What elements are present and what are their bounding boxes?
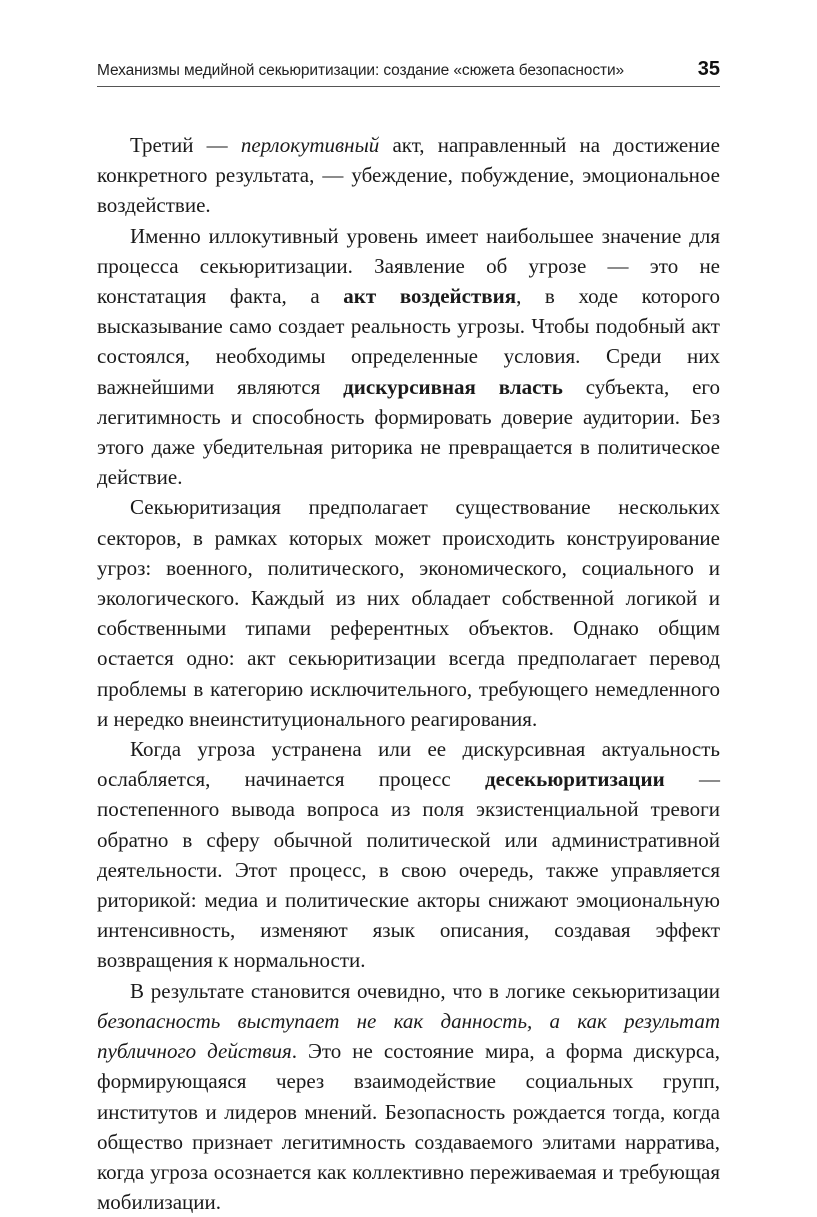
paragraph-2 (97, 221, 720, 493)
text-run: Когда угроза устранена или ее дискурсивная актуальность ослабляется, начинается процесс (97, 737, 720, 792)
paragraph-3 (97, 492, 720, 734)
text-run: Третий — (130, 133, 241, 157)
text-run: субъекта, его легитимность и способность формировать доверие аудитории. Без этого даже убедительная риторика не превращается в политическое действие. (97, 374, 721, 490)
page-number: 35 (697, 58, 720, 80)
italic-term: перлокутивный (240, 133, 380, 157)
text-run: Именно иллокутивный уровень имеет наибольшее значение для процесса секьюритизации. Заявление об угрозе — это не констатация факта, а (97, 223, 720, 309)
running-header (97, 58, 720, 81)
italic-phrase: безопасность выступает не как данность, а как результат публичного действия (97, 1008, 720, 1064)
text-run: , в ходе которого высказывание само создает реальность угрозы. Чтобы подобный акт состоялся, необходимы определенные условия. Среди них важнейшими являются (97, 284, 720, 399)
paragraph-1 (97, 130, 720, 221)
text-run: . Это не состояние мира, а форма дискурса, формирующаяся через взаимодействие социальных групп, институтов и лидеров мнений. Безопасность рождается тогда, когда общество признает легитимность создаваемого элитами нарратива, когда угроза осознается как коллективно переживаемая и требующая мобилизации. (97, 1039, 720, 1215)
paragraph-5 (97, 976, 720, 1217)
bold-term: десекьюритизации (484, 767, 665, 792)
text-run: В результате становится очевидно, что в логике секьюритизации (130, 978, 720, 1003)
chapter-title: Механизмы медийной секьюритизации: создание «сюжета безопасности» (97, 62, 625, 79)
paragraph-4 (97, 734, 720, 976)
text-run: — постепенного вывода вопроса из поля экзистенциальной тревоги обратно в сферу обычной политической или административной деятельности. Этот процесс, в свою очередь, также управляется риторикой: медиа и политические акторы снижают эмоциональную интенсивность, изменяют язык описания, создавая эффект возвращения к нормальности. (97, 767, 720, 973)
text-run: акт, направленный на достижение конкретного результата, — убеждение, побуждение, эмоциональное воздействие. (97, 133, 720, 218)
header-rule (97, 86, 720, 87)
bold-term: дискурсивная власть (343, 374, 563, 399)
body-text (97, 130, 720, 1217)
text-run: Секьюритизация предполагает существование нескольких секторов, в рамках которых может происходить конструирование угроз: военного, политического, экономического, социального и экологического. Каждый из них обладает собственной логикой и собственными типами референтных объектов. Однако общим остается одно: акт секьюритизации всегда предполагает перевод проблемы в категорию исключительного, требующего немедленного и нередко внеинституционального реагирования. (97, 495, 720, 731)
bold-term: акт воздействия (343, 284, 517, 309)
